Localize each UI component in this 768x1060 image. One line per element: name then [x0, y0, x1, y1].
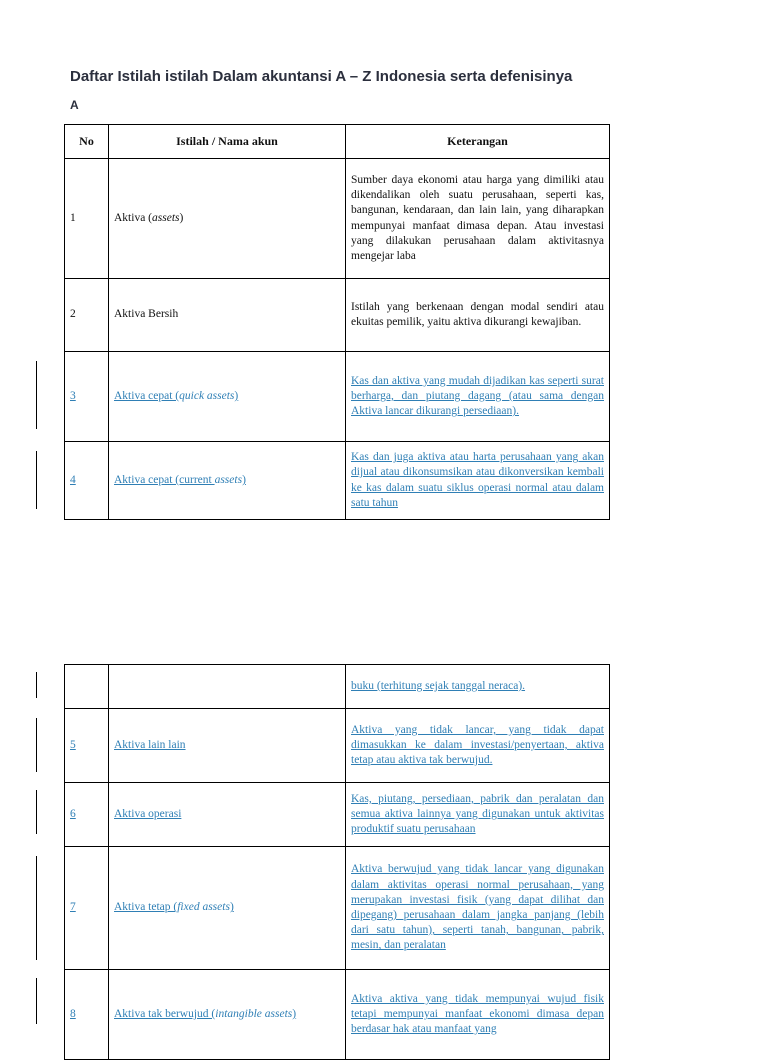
table-row: [65, 783, 610, 847]
description-link[interactable]: Kas dan juga aktiva atau harta perusahaan yang akan dijual atau dikonsumsikan atau dikonversikan kembali ke kas dalam suatu siklus operasi normal atau dalam satu tahun: [351, 451, 604, 509]
revision-bar: [36, 361, 37, 429]
document-title: Daftar Istilah istilah Dalam akuntansi A – Z Indonesia serta defenisinya: [70, 68, 573, 85]
table-row: [65, 159, 610, 279]
header-term: Istilah / Nama akun: [109, 125, 346, 159]
revision-bar: [36, 856, 37, 960]
term-link[interactable]: Aktiva lain lain: [109, 709, 346, 783]
row-number-link[interactable]: 4: [70, 473, 76, 486]
description-link[interactable]: Kas, piutang, persediaan, pabrik dan peralatan dan semua aktiva lainnya yang digunakan untuk aktivitas produktif suatu perusahaan: [351, 792, 604, 836]
table-header-row: [65, 125, 610, 159]
revision-bar: [36, 790, 37, 834]
header-desc: Keterangan: [346, 125, 610, 159]
term-cell: Aktiva Bersih: [109, 279, 346, 352]
table-row: [65, 847, 610, 970]
description: Sumber daya ekonomi atau harga yang dimiliki atau dikendalikan oleh suatu perusahaan, seperti kas, bangunan, kendaraan, dan lain lain, yang diharapkan mempunyai manfaat dimasa depan. Atau investasi yang dilakukan perusahaan dalam aktivitasnya mengejar laba: [351, 173, 604, 262]
term-link[interactable]: Aktiva tak berwujud (intangible assets): [109, 970, 346, 1060]
table-row: [65, 442, 610, 520]
glossary-table: [64, 124, 610, 520]
revision-bar: [36, 451, 37, 509]
header-no: No: [65, 125, 109, 159]
section-letter: A: [70, 98, 79, 112]
table-row: [65, 970, 610, 1060]
term-link[interactable]: Aktiva operasi: [109, 783, 346, 847]
table-row: [65, 665, 610, 709]
row-number-link[interactable]: 7: [70, 901, 76, 914]
row-number: 2: [70, 308, 76, 321]
description-link[interactable]: Kas dan aktiva yang mudah dijadikan kas seperti surat berharga, dan piutang dagang (atau sama dengan Aktiva lancar dikurangi persediaan).: [351, 374, 604, 418]
row-number-link[interactable]: 8: [70, 1007, 76, 1020]
description: Istilah yang berkenaan dengan modal sendiri atau ekuitas pemilik, yaitu aktiva dikurangi kewajiban.: [351, 300, 604, 328]
description-link[interactable]: buku (terhitung sejak tanggal neraca).: [351, 679, 526, 692]
term-link[interactable]: [109, 665, 346, 709]
row-number-link[interactable]: 5: [70, 738, 76, 751]
revision-bar: [36, 672, 37, 698]
table-row: [65, 279, 610, 352]
description-link[interactable]: Aktiva berwujud yang tidak lancar yang digunakan dalam aktivitas operasi normal perusahaan, yang merupakan investasi fisik (yang dapat dilihat dan dipegang) perusahaan dalam jangka panjang (lebih dari satu tahun), seperti tanah, bangunan, pabrik, mesin, dan peralatan: [351, 863, 604, 952]
row-number-link[interactable]: 6: [70, 807, 76, 820]
table-row: [65, 709, 610, 783]
term-cell: Aktiva (assets): [109, 159, 346, 279]
term-link[interactable]: Aktiva cepat (current assets): [109, 442, 346, 520]
description-link[interactable]: Aktiva aktiva yang tidak mempunyai wujud fisik tetapi mempunyai manfaat ekonomi dimasa depan berdasar hak atau manfaat yang: [351, 992, 604, 1036]
term-link[interactable]: Aktiva tetap (fixed assets): [109, 847, 346, 970]
revision-bar: [36, 978, 37, 1024]
table-row: [65, 352, 610, 442]
glossary-table-continued: [64, 664, 610, 1060]
term-link[interactable]: Aktiva cepat (quick assets): [109, 352, 346, 442]
description-link[interactable]: Aktiva yang tidak lancar, yang tidak dapat dimasukkan ke dalam investasi/penyertaan, aktiva tetap atau aktiva tak berwujud.: [351, 723, 604, 767]
row-number: 1: [70, 211, 76, 224]
row-number-link[interactable]: 3: [70, 389, 76, 402]
revision-bar: [36, 718, 37, 772]
